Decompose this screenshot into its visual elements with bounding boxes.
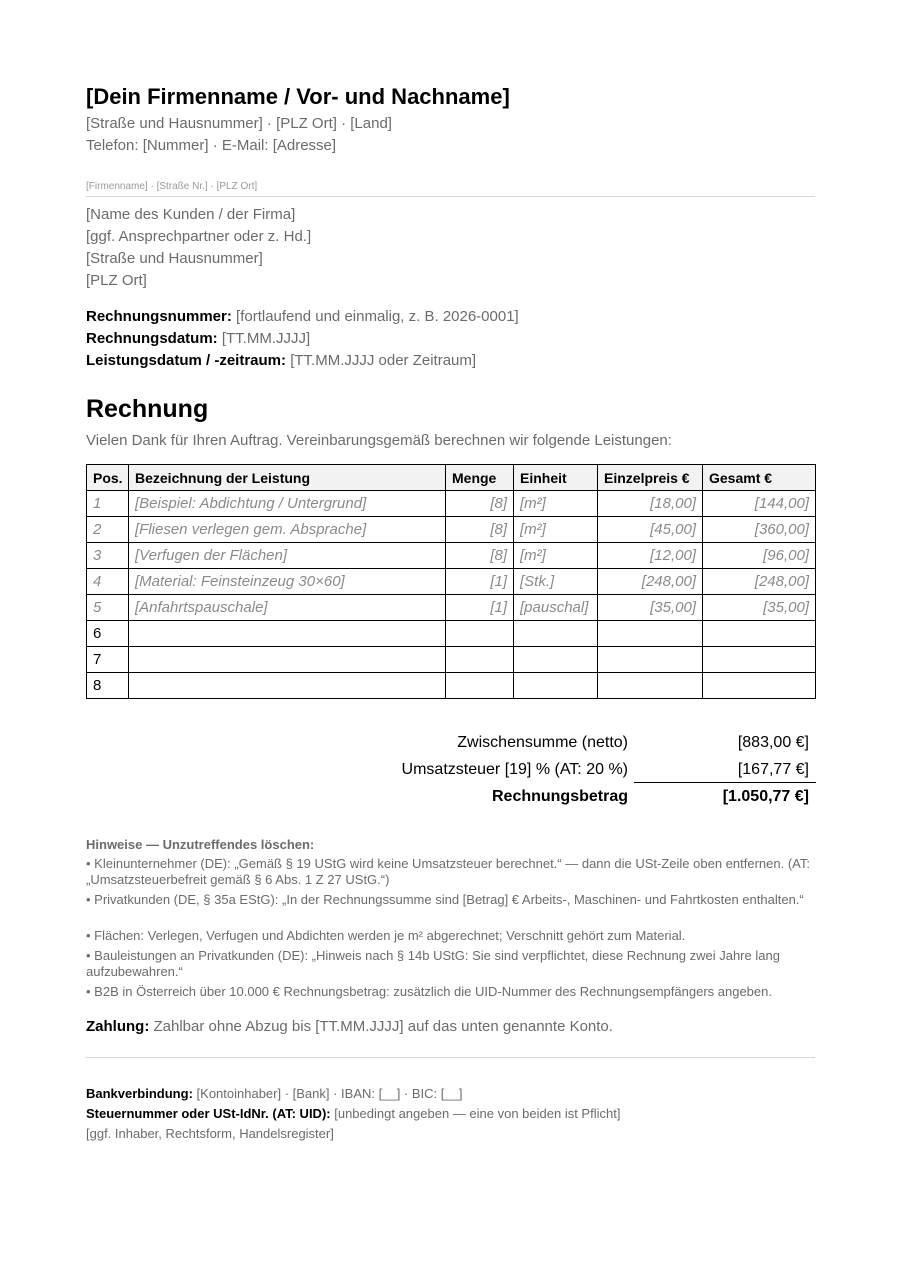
header-quantity: Menge <box>446 465 514 491</box>
row-unit-price <box>598 673 703 699</box>
row-total <box>703 673 816 699</box>
note-item: • B2B in Österreich über 10.000 € Rechnungsbetrag: zusätzlich die UID-Nummer des Rechnungsempfängers angeben. <box>86 984 772 999</box>
bank-label: Bankverbindung: <box>86 1086 193 1101</box>
payment-label: Zahlung: <box>86 1018 150 1035</box>
row-unit: [m²] <box>514 491 598 517</box>
table-row <box>87 543 816 569</box>
table-row <box>87 621 816 647</box>
row-unit-price: [35,00] <box>598 595 703 621</box>
row-quantity: [1] <box>446 569 514 595</box>
recipient-line-3: [Straße und Hausnummer] <box>86 250 263 267</box>
table-row <box>87 595 816 621</box>
grand-total-value: [1.050,77 €] <box>722 788 809 805</box>
row-quantity <box>446 647 514 673</box>
invoice-date-label: Rechnungsdatum: <box>86 330 218 347</box>
totals-divider <box>634 782 816 783</box>
payment-terms <box>86 1018 613 1035</box>
row-unit: [m²] <box>514 543 598 569</box>
row-unit-price <box>598 621 703 647</box>
footer-extra <box>86 1126 334 1141</box>
tax-label: Steuernummer oder USt-IdNr. (AT: UID): <box>86 1106 331 1121</box>
payment-value: Zahlbar ohne Abzug bis [TT.MM.JJJJ] auf das unten genannte Konto. <box>153 1018 613 1035</box>
document-title: Rechnung <box>86 395 209 423</box>
row-unit-price: [12,00] <box>598 543 703 569</box>
vat-row <box>86 757 816 783</box>
header-total: Gesamt € <box>703 465 816 491</box>
header-unit: Einheit <box>514 465 598 491</box>
grand-total-row <box>86 784 816 810</box>
tax-id <box>86 1106 620 1121</box>
row-quantity: [8] <box>446 491 514 517</box>
row-quantity <box>446 621 514 647</box>
row-total <box>703 621 816 647</box>
subtotal-label: Zwischensumme (netto) <box>457 734 628 751</box>
recipient-line-2: [ggf. Ansprechpartner oder z. Hd.] <box>86 228 312 245</box>
tax-value: [unbedingt angeben — eine von beiden ist Pflicht] <box>334 1106 621 1121</box>
return-address: [Firmenname] · [Straße Nr.] · [PLZ Ort] <box>86 181 258 192</box>
header-pos: Pos. <box>87 465 129 491</box>
sender-address: [Straße und Hausnummer] · [PLZ Ort] · [Land] <box>86 115 392 132</box>
recipient-line-4: [PLZ Ort] <box>86 272 147 289</box>
row-unit: [m²] <box>514 517 598 543</box>
invoice-date-value: [TT.MM.JJJJ] <box>221 330 311 347</box>
table-row <box>87 569 816 595</box>
invoice-number-label: Rechnungsnummer: <box>86 308 232 325</box>
footer-divider <box>86 1057 815 1058</box>
row-pos: 1 <box>87 491 129 517</box>
row-pos: 5 <box>87 595 129 621</box>
invoice-number-value: [fortlaufend und einmalig, z. B. 2026-0001] <box>236 308 519 325</box>
note-item: • Kleinunternehmer (DE): „Gemäß § 19 UStG wird keine Umsatzsteuer berechnet.“ — dann die USt-Zeile oben entfernen. (AT: „Umsatzsteuerbefreit gemäß § 6 Abs. 1 Z 27 UStG.“) <box>86 856 810 887</box>
row-quantity <box>446 673 514 699</box>
intro-text: Vielen Dank für Ihren Auftrag. Vereinbarungsgemäß berechnen wir folgende Leistungen: <box>86 432 672 449</box>
service-date <box>86 352 476 369</box>
recipient-line-1: [Name des Kunden / der Firma] <box>86 206 296 223</box>
row-pos: 7 <box>87 647 129 673</box>
row-description <box>129 621 446 647</box>
bank-details <box>86 1086 462 1101</box>
bank-value: [Kontoinhaber] · [Bank] · IBAN: [__] · BIC: [__] <box>196 1086 463 1101</box>
service-date-label: Leistungsdatum / -zeitraum: <box>86 352 287 369</box>
notes-heading: Hinweise — Unzutreffendes löschen: <box>86 837 315 852</box>
row-pos: 8 <box>87 673 129 699</box>
note-item: • Bauleistungen an Privatkunden (DE): „Hinweis nach § 14b UStG: Sie sind verpflichtet, diese Rechnung zwei Jahre lang aufzubewahren.“ <box>86 948 780 979</box>
note-item: • Privatkunden (DE, § 35a EStG): „In der Rechnungssumme sind [Betrag] € Arbeits-, Maschinen- und Fahrtkosten enthalten.“ <box>86 892 804 907</box>
header-unit-price: Einzelpreis € <box>598 465 703 491</box>
row-pos: 3 <box>87 543 129 569</box>
invoice-number <box>86 308 519 325</box>
vat-value: [167,77 €] <box>737 761 809 778</box>
service-date-value: [TT.MM.JJJJ oder Zeitraum] <box>290 352 477 369</box>
row-unit-price: [18,00] <box>598 491 703 517</box>
header-description: Bezeichnung der Leistung <box>129 465 446 491</box>
row-total <box>703 647 816 673</box>
table-header-row <box>87 465 816 491</box>
row-description <box>129 673 446 699</box>
return-address-divider <box>86 196 815 197</box>
subtotal-row <box>86 730 816 756</box>
row-description: [Fliesen verlegen gem. Absprache] <box>129 517 446 543</box>
row-description: [Verfugen der Flächen] <box>129 543 446 569</box>
row-description: [Beispiel: Abdichtung / Untergrund] <box>129 491 446 517</box>
row-unit-price: [248,00] <box>598 569 703 595</box>
sender-contact: Telefon: [Nummer] · E-Mail: [Adresse] <box>86 137 337 154</box>
grand-total-label: Rechnungsbetrag <box>491 788 628 805</box>
subtotal-value: [883,00 €] <box>737 734 809 751</box>
table-row <box>87 673 816 699</box>
row-total: [248,00] <box>703 569 816 595</box>
row-unit <box>514 647 598 673</box>
line-items-table <box>86 464 816 699</box>
row-description: [Material: Feinsteinzeug 30×60] <box>129 569 446 595</box>
row-pos: 2 <box>87 517 129 543</box>
table-row <box>87 491 816 517</box>
row-description: [Anfahrtspauschale] <box>129 595 446 621</box>
sender-name: [Dein Firmenname / Vor- und Nachname] <box>86 84 510 109</box>
table-row <box>87 647 816 673</box>
row-quantity: [8] <box>446 543 514 569</box>
row-total: [35,00] <box>703 595 816 621</box>
row-total: [360,00] <box>703 517 816 543</box>
row-unit-price <box>598 647 703 673</box>
row-unit <box>514 621 598 647</box>
row-description <box>129 647 446 673</box>
vat-label: Umsatzsteuer [19] % (AT: 20 %) <box>401 761 628 778</box>
row-unit-price: [45,00] <box>598 517 703 543</box>
row-quantity: [1] <box>446 595 514 621</box>
footer-extra-text: [ggf. Inhaber, Rechtsform, Handelsregister] <box>86 1126 334 1141</box>
row-total: [144,00] <box>703 491 816 517</box>
row-total: [96,00] <box>703 543 816 569</box>
row-unit <box>514 673 598 699</box>
row-quantity: [8] <box>446 517 514 543</box>
row-pos: 4 <box>87 569 129 595</box>
row-unit: [pauschal] <box>514 595 598 621</box>
row-unit: [Stk.] <box>514 569 598 595</box>
row-pos: 6 <box>87 621 129 647</box>
note-item: • Flächen: Verlegen, Verfugen und Abdichten werden je m² abgerechnet; Verschnitt gehört zum Material. <box>86 928 686 943</box>
table-row <box>87 517 816 543</box>
invoice-date <box>86 330 310 347</box>
